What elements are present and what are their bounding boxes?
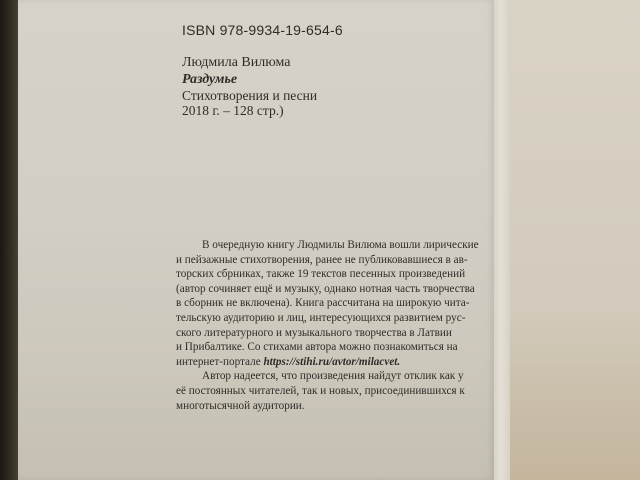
annotation-line: тельскую аудиторию и лиц, интересующихся развитием рус- xyxy=(176,311,466,324)
annotation-line: в сборник не включена). Книга рассчитана на широкую чита- xyxy=(176,297,470,310)
annotation-line: (автор сочиняет ещё и музыку, однако нотная часть творчества xyxy=(176,282,475,295)
annotation-line: торских сбрниках, также 19 текстов песенных произведений xyxy=(176,268,466,281)
annotation-line: её постоянных читателей, так и новых, присоединившихся к xyxy=(176,384,465,397)
annotation-line-with-link xyxy=(176,355,482,370)
isbn-line: ISBN 978-9934-19-654-6 xyxy=(182,22,343,38)
background-shade xyxy=(500,300,640,480)
annotation-text: интернет-портале xyxy=(176,355,261,368)
annotation-line: и пейзажные стихотворения, ранее не публиковавшиеся в ав- xyxy=(176,253,468,266)
annotation-line: многотысячной аудитории. xyxy=(176,399,305,412)
page-edge xyxy=(494,0,510,480)
annotation-line: ского литературного и музыкального творчества в Латвии xyxy=(176,326,452,339)
website-link: https://stihi.ru/avtor/milacvet. xyxy=(263,355,401,368)
author-name: Людмила Вилюма xyxy=(182,55,291,70)
annotation-line: и Прибалтике. Со стихами автора можно познакомиться на xyxy=(176,341,458,354)
book-title: Раздумье xyxy=(182,72,238,87)
annotation-line: В очередную книгу Людмилы Вилюма вошли лирические xyxy=(202,239,479,251)
publication-info: 2018 г. – 128 стр.) xyxy=(182,103,284,118)
annotation-line: Автор надеется, что произведения найдут отклик как у xyxy=(202,370,464,383)
book-subtitle: Стихотворения и песни xyxy=(182,88,318,103)
annotation-block xyxy=(176,238,482,413)
